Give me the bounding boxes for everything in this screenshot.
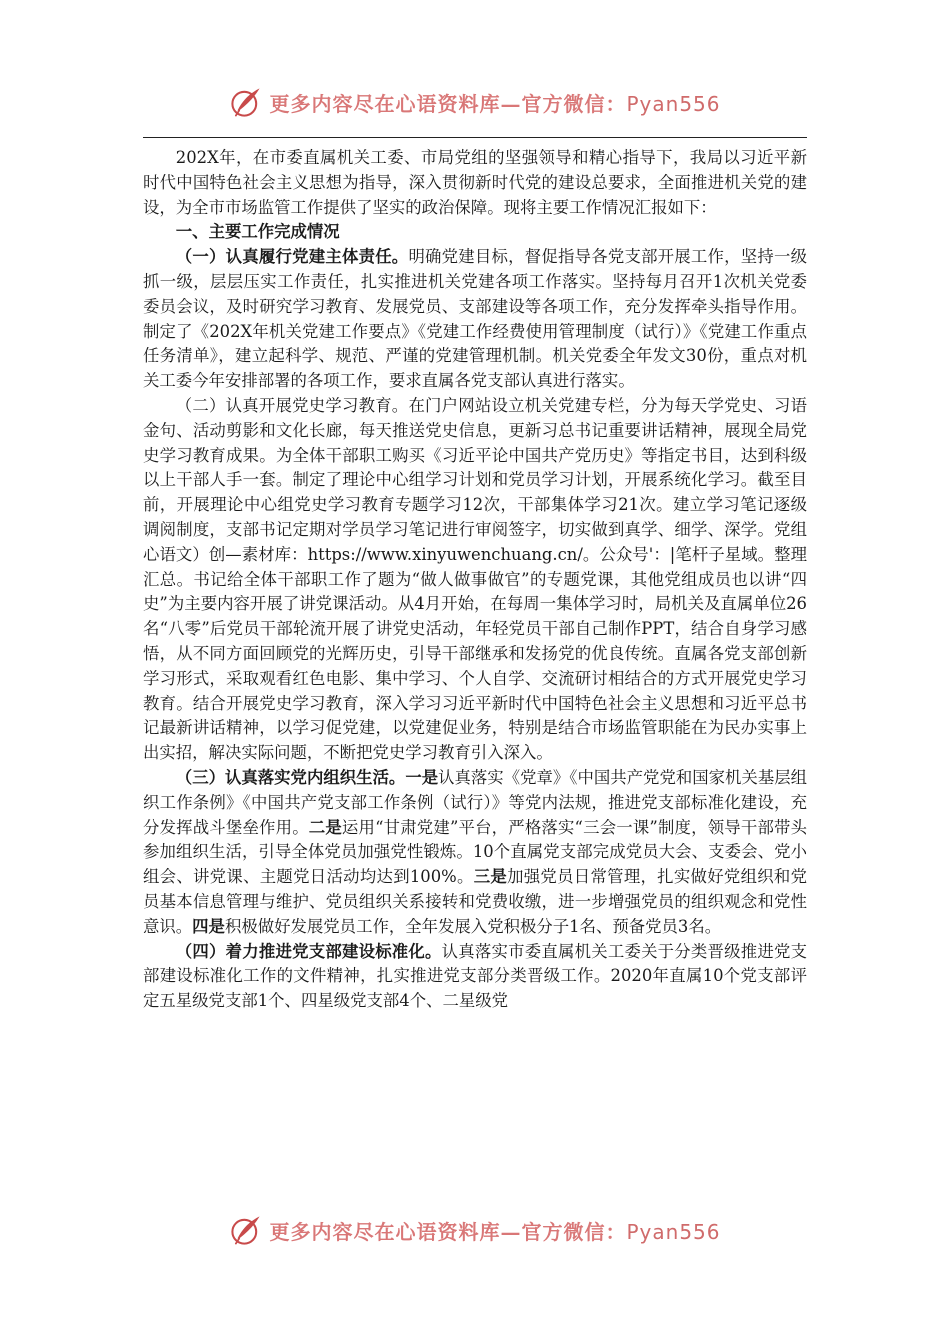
paragraph-3-keyword-3: 三是 bbox=[473, 867, 508, 887]
footer-banner-wechat-id: Pyan556 bbox=[626, 1219, 721, 1244]
paragraph-3-keyword-2: 二是 bbox=[308, 817, 342, 837]
paragraph-1-title: （一）认真履行党建主体责任。 bbox=[175, 247, 409, 267]
paragraph-3-title: （三）认真落实党内组织生活。 bbox=[175, 767, 406, 787]
paragraph-3-keyword-1: 一是 bbox=[405, 767, 439, 787]
footer-banner-inner bbox=[229, 1213, 720, 1247]
header-banner-wechat-id: Pyan556 bbox=[626, 91, 721, 116]
paragraph-3-text-4: 积极做好发展党员工作，全年发展入党积极分子1名、预备党员3名。 bbox=[224, 916, 722, 936]
quill-pen-logo-icon bbox=[229, 1213, 263, 1247]
paragraph-3-text-3: 加强党员日常管理，扎实做好党组织和党员基本信息管理与维护、党员组织关系接转和党费收缴，进一步增强党员的组织观念和党性意识。 bbox=[143, 867, 808, 936]
header-banner-inner bbox=[229, 85, 720, 119]
quill-pen-logo-icon bbox=[229, 85, 263, 119]
paragraph-4-body: 认真落实市委直属机关工委关于分类晋级推进党支部建设标准化工作的文件精神，扎实推进党支部分类晋级工作。2020年直属10个党支部评定五星级党支部1个、四星级党支部4个、二星级党 bbox=[143, 941, 808, 1011]
footer-banner bbox=[0, 1210, 950, 1250]
header-banner-text bbox=[269, 88, 720, 117]
paragraph-2-title: （二）认真开展党史学习教育。 bbox=[175, 395, 409, 415]
paragraph-3-text-2: 运用“甘肃党建”平台，严格落实“三会一课”制度，领导干部带头参加组织生活，引导全体党员加强党性锻炼。10个直属党支部完成党员大会、支委会、党小组会、讲党课、主题党日活动均达到100%。 bbox=[143, 817, 807, 887]
paragraph-3-text-1: 认真落实《党章》《中国共产党党和国家机关基层组织工作条例》《中国共产党支部工作条例（试行）》等党内法规，推进党支部标准化建设，充分发挥战斗堡垒作用。 bbox=[143, 767, 807, 837]
section-heading: 一、主要工作完成情况 bbox=[175, 222, 340, 242]
paragraph-4 bbox=[143, 940, 807, 1014]
footer-banner-text bbox=[269, 1216, 720, 1245]
paragraph-2-body: 在门户网站设立机关党建专栏，分为每天学党史、习语金句、活动剪影和文化长廊，每天推送党史信息，更新习总书记重要讲话精神，展现全局党史学习教育成果。为全体干部职工购买《习近平论中国共产党历史》等指定书目，达到科级以上干部人手一套。制定了理论中心组学习计划和党员学习计划，开展系统化学习。截至目前，开展理论中心组党史学习教育专题学习12次，干部集体学习21次。建立学习笔记逐级调阅制度，支部书记定期对学员学习笔记进行审阅签字，切实做到真学、细学、深学。党组心语文）创—素材库：https://www.xinyuwenchuang.cn/。公众号'：|笔杆子星域。整理汇总。书记给全体干部职工作了题为“做人做事做官”的专题党课，其他党组成员也以讲“四史”为主要内容开展了讲党课活动。从4月开始，在每周一集体学习时，局机关及直属单位26名“八零”后党员干部轮流开展了讲党史活动，年轻党员干部自己制作PPT，结合自身学习感悟，从不同方面回顾党的光辉历史，引导干部继承和发扬党的优良传统。直属各党支部创新学习形式，采取观看红色电影、集中学习、个人自学、交流研讨相结合的方式开展党史学习教育。结合开展党史学习教育，深入学习习近平新时代中国特色社会主义思想和习近平总书记最新讲话精神，以学习促党建，以党建促业务，特别是结合市场监管职能在为民办实事上出实招，解决实际问题，不断把党史学习教育引入深入。 bbox=[143, 395, 808, 763]
footer-banner-cn: 更多内容尽在心语资料库—官方微信： bbox=[269, 1219, 627, 1244]
paragraph-3-keyword-4: 四是 bbox=[192, 916, 225, 936]
paragraph-4-title: （四）着力推进党支部建设标准化。 bbox=[175, 941, 442, 961]
intro-paragraph: 202X年，在市委直属机关工委、市局党组的坚强领导和精心指导下，我局以习近平新时代中国特色社会主义思想为指导，深入贯彻新时代党的建设总要求，全面推进机关党的建设，为全市市场监管工作提供了坚实的政治保障。现将主要工作情况汇报如下： bbox=[143, 148, 807, 217]
document-body bbox=[143, 146, 807, 1014]
paragraph-2 bbox=[143, 394, 807, 766]
header-rule bbox=[143, 137, 807, 138]
paragraph-3 bbox=[143, 766, 807, 940]
header-banner-cn: 更多内容尽在心语资料库—官方微信： bbox=[269, 91, 627, 116]
paragraph-1 bbox=[143, 245, 807, 394]
header-banner bbox=[0, 82, 950, 122]
paragraph-1-body: 明确党建目标，督促指导各党支部开展工作，坚持一级抓一级，层层压实工作责任，扎实推进机关党建各项工作落实。坚持每月召开1次机关党委委员会议，及时研究学习教育、发展党员、支部建设等各项工作，充分发挥牵头指导作用。制定了《202X年机关党建工作要点》《党建工作经费使用管理制度（试行）》《党建工作重点任务清单》，建立起科学、规范、严谨的党建管理机制。机关党委全年发文30份，重点对机关工委今年安排部署的各项工作，要求直属各党支部认真进行落实。 bbox=[143, 247, 808, 391]
